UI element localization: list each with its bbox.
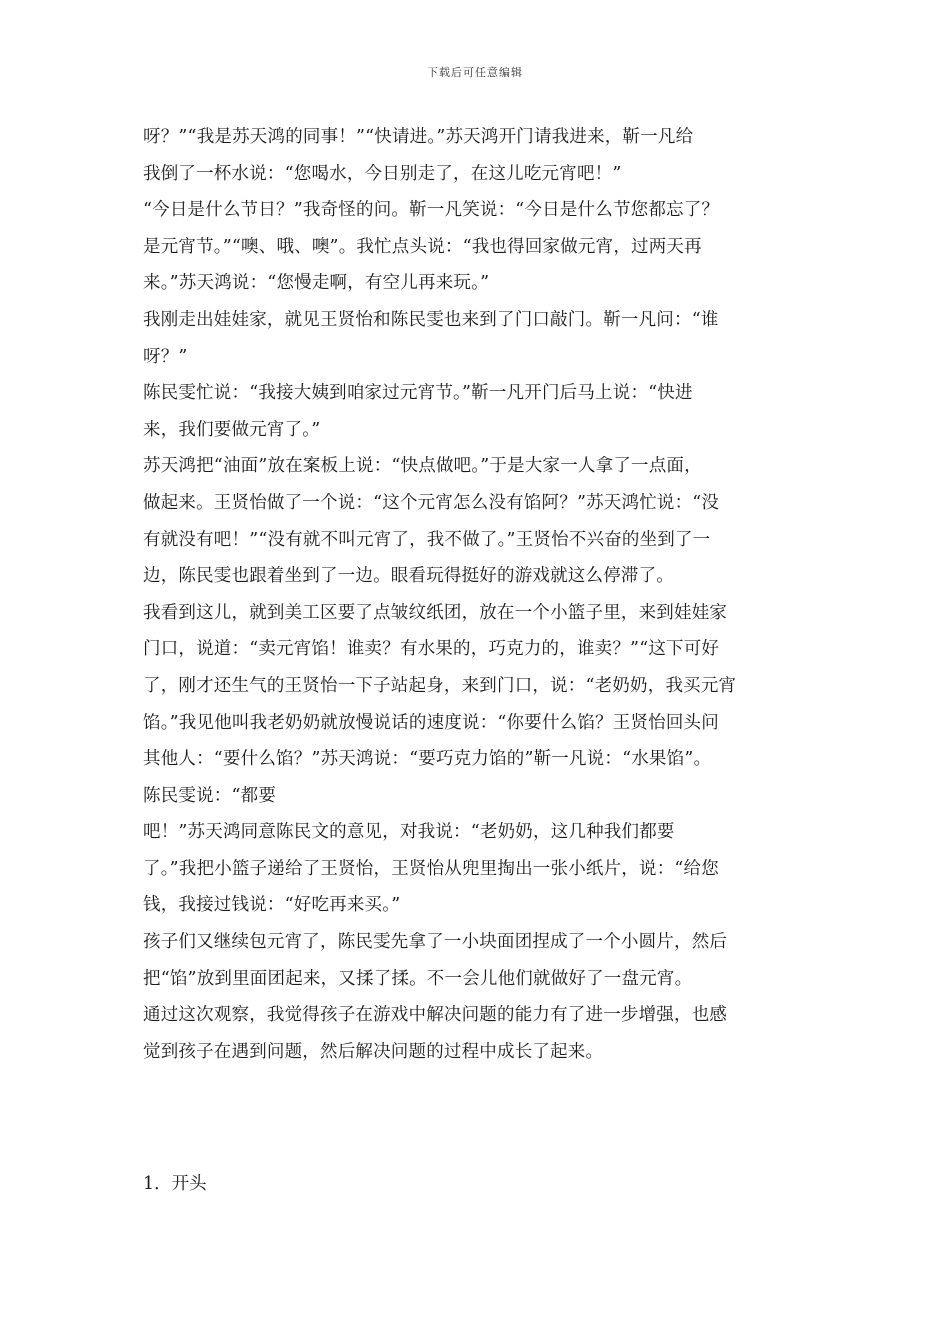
- paragraph-line: “今日是什么节日？”我奇怪的问。靳一凡笑说：“今日是什么节您都忘了？: [143, 200, 720, 221]
- paragraph-line: 把“馅”放到里面团起来，又揉了揉。不一会儿他们就做好了一盘元宵。: [143, 968, 693, 989]
- paragraph-line: 门口，说道：“卖元宵馅！谁卖？有水果的，巧克力的，谁卖？”“这下可好: [143, 639, 720, 660]
- paragraph-line: 吧！”苏天鸿同意陈民文的意见，对我说：“老奶奶，这几种我们都要: [143, 822, 675, 843]
- paragraph-line: 了。”我把小篮子递给了王贤怡，王贤怡从兜里掏出一张小纸片，说：“给您: [143, 858, 719, 879]
- paragraph-line: 来。”苏天鸿说：“您慢走啊，有空儿再来玩。”: [143, 273, 490, 294]
- paragraph-line: 其他人：“要什么馅？”苏天鸿说：“要巧克力馅的”靳一凡说：“水果馅”。: [143, 749, 712, 770]
- paragraph-line: 苏天鸿把“油面”放在案板上说：“快点做吧。”于是大家一人拿了一点面，: [143, 456, 702, 477]
- paragraph-line: 呀？”“我是苏天鸿的同事！”“快请进。”苏天鸿开门请我进来，靳一凡给: [143, 127, 694, 147]
- section-heading: 1．开头: [143, 1174, 207, 1194]
- paragraph-line: 呀？”: [143, 346, 188, 367]
- paragraph-line: 我倒了一杯水说：“您喝水，今日别走了，在这儿吃元宵吧！”: [143, 163, 622, 184]
- paragraph-line: 来，我们要做元宵了。”: [143, 419, 321, 440]
- paragraph-line: 陈民雯忙说：“我接大姨到咱家过元宵节。”靳一凡开门后马上说：“快进: [143, 383, 693, 404]
- paragraph-line: 陈民雯说：“都要: [143, 785, 277, 806]
- paragraph-line: 馅。”我见他叫我老奶奶就放慢说话的速度说：“你要什么馅？王贤怡回头问: [143, 712, 719, 733]
- paragraph-line: 有就没有吧！”“没有就不叫元宵了，我不做了。”王贤怡不兴奋的坐到了一: [143, 529, 711, 550]
- paragraph-line: 觉到孩子在遇到问题，然后解决问题的过程中成长了起来。: [143, 1041, 604, 1062]
- paragraph-line: 通过这次观察，我觉得孩子在游戏中解决问题的能力有了进一步增强，也感: [143, 1005, 728, 1026]
- paragraph-line: 边，陈民雯也跟着坐到了一边。眼看玩得挺好的游戏就这么停滞了。: [143, 566, 674, 587]
- document-body: [143, 119, 823, 1070]
- paragraph-line: 我刚走出娃娃家，就见王贤怡和陈民雯也来到了门口敲门。靳一凡问：“谁: [143, 309, 719, 330]
- paragraph-line: 了，刚才还生气的王贤怡一下子站起身，来到门口，说：“老奶奶，我买元宵: [143, 675, 737, 696]
- paragraph-line: 我看到这儿，就到美工区要了点皱纹纸团，放在一个小篮子里，来到娃娃家: [143, 602, 728, 623]
- paragraph-line: 孩子们又继续包元宵了，陈民雯先拿了一小块面团捏成了一个小圆片，然后: [143, 932, 728, 953]
- paragraph-line: 做起来。王贤怡做了一个说：“这个元宵怎么没有馅阿？”苏天鸿忙说：“没: [143, 492, 720, 513]
- page-header: 下载后可任意编辑: [427, 66, 523, 79]
- paragraph-line: 是元宵节。”“噢、哦、噢”。我忙点头说：“我也得回家做元宵，过两天再: [143, 236, 702, 257]
- paragraph-line: 钱，我接过钱说：“好吃再来买。”: [143, 895, 401, 916]
